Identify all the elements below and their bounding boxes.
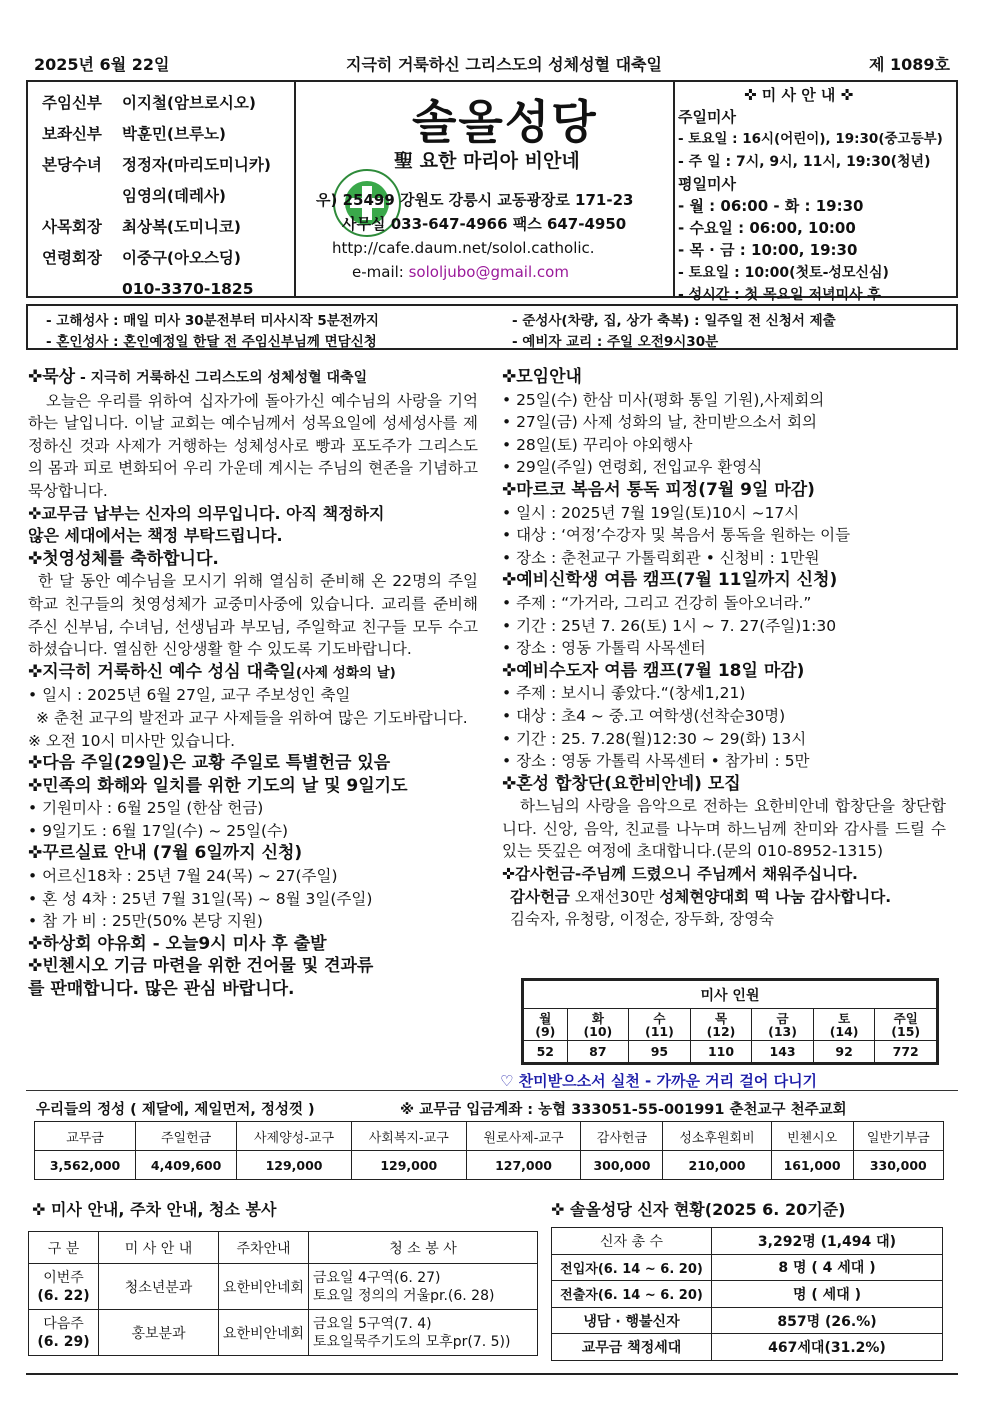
bulletin-date: 2025년 6월 22일 bbox=[34, 55, 170, 74]
meeting-item: • 28일(토) 꾸리아 야외행사 bbox=[502, 435, 693, 454]
mark-retreat-item: • 장소 : 춘천교구 가톨릭회관 • 신청비 : 1만원 bbox=[502, 548, 820, 567]
meeting-item: • 25일(수) 한삼 미사(평화 통일 기원),사제회의 bbox=[502, 390, 825, 409]
mass-line: - 토요일 : 10:00(첫토-성모신심) bbox=[678, 264, 889, 281]
thanks-names: 김숙자, 유청랑, 이정순, 장두화, 장영숙 bbox=[510, 910, 775, 929]
staff-role: 본당수녀 bbox=[42, 156, 102, 174]
offering-header: 원로사제-교구 bbox=[466, 1122, 581, 1151]
offering-value: 4,409,600 bbox=[136, 1151, 237, 1180]
offering-table bbox=[34, 1121, 944, 1180]
mass-attendance-table bbox=[521, 978, 939, 1065]
meditation-title: ✜묵상 bbox=[28, 367, 76, 387]
church-website[interactable]: http://cafe.daum.net/solol.catholic. bbox=[332, 239, 595, 257]
stats-value: 857명 (26.%) bbox=[712, 1307, 943, 1334]
church-subtitle: 聖 요한 마리아 비안네 bbox=[394, 150, 580, 172]
attendance-day: 주일 (15) bbox=[875, 1009, 937, 1041]
service-parking: 요한비안네회 bbox=[219, 1310, 309, 1356]
offering-value: 300,000 bbox=[581, 1151, 663, 1180]
cursillo-item: • 어르신18차 : 25년 7월 24(목) ~ 27(주일) bbox=[28, 867, 338, 886]
staff-row bbox=[42, 243, 271, 274]
mass-line: - 수요일 : 06:00, 10:00 bbox=[678, 219, 856, 238]
blessing-notice: - 준성사(차량, 집, 상가 축복) : 일주일 전 신청서 제출 bbox=[512, 313, 836, 329]
stats-value: 명 ( 세대 ) bbox=[712, 1281, 943, 1308]
offering-value: 127,000 bbox=[466, 1151, 581, 1180]
divider bbox=[26, 1090, 958, 1091]
attendance-day: 수 (11) bbox=[629, 1009, 691, 1041]
attendance-value: 87 bbox=[567, 1041, 629, 1063]
church-phone: 사무실 033-647-4966 팩스 647-4950 bbox=[342, 215, 627, 233]
stats-label: 냉담 · 행불신자 bbox=[552, 1307, 712, 1334]
service-header: 주차안내 bbox=[219, 1232, 309, 1264]
choir-heading: ✜혼성 합창단(요한비안네) 모집 bbox=[502, 773, 741, 794]
email-label: e-mail: bbox=[352, 263, 409, 281]
staff-row bbox=[42, 88, 271, 119]
vincent-notice-cont: 를 판매합니다. 많은 관심 바랍니다. bbox=[28, 979, 295, 1000]
cursillo-item: • 참 가 비 : 25만(50% 본당 지원) bbox=[28, 912, 263, 931]
offering-header: 사회복지-교구 bbox=[351, 1122, 466, 1151]
sacred-heart-sub: (사제 성화의 날) bbox=[295, 664, 396, 681]
choir-body: 하느님의 사랑을 음악으로 전하는 요한비안네 합창단을 창단합니다. 신앙, 음악, 친교를 나누며 하느님께 찬미와 감사를 드릴 수 있는 뜻깊은 여정에 초대합니다.(문의 010-8952-1315) bbox=[502, 797, 946, 861]
meditation-subtitle: - 지극히 거룩하신 그리스도의 성체성혈 대축일 bbox=[75, 370, 368, 386]
offering-value: 210,000 bbox=[663, 1151, 771, 1180]
dues-notice: ✜교무금 납부는 신자의 의무입니다. 아직 책정하지 bbox=[28, 503, 385, 523]
staff-name: 이지철(암브로시오) bbox=[122, 94, 256, 112]
meeting-heading: ✜모임안내 bbox=[502, 367, 582, 387]
staff-list bbox=[42, 88, 271, 305]
nun-camp-item: • 장소 : 영동 가톨릭 사목센터 • 참가비 : 5만 bbox=[502, 752, 810, 771]
cursillo-item: • 혼 성 4차 : 25년 7월 31일(목) ~ 8월 3일(주일) bbox=[28, 889, 373, 908]
divider bbox=[26, 1373, 958, 1375]
staff-name: 정정자(마리도미니카) bbox=[122, 156, 271, 174]
service-mass: 홍보분과 bbox=[99, 1310, 219, 1356]
attendance-value: 92 bbox=[813, 1041, 875, 1063]
staff-name: 010-3370-1825 bbox=[122, 280, 254, 298]
offering-header: 빈첸시오 bbox=[771, 1122, 853, 1151]
parish-stats-table bbox=[551, 1227, 943, 1361]
peace-prayer-heading: ✜민족의 화해와 일치를 위한 기도의 날 및 9일기도 bbox=[28, 775, 408, 796]
mass-line: - 월 : 06:00 - 화 : 19:30 bbox=[678, 197, 864, 216]
issue-number: 제 1089호 bbox=[868, 55, 950, 74]
laudato-si-practice: ♡ 찬미받으소서 실천 - 가까운 거리 걸어 다니기 bbox=[500, 1072, 818, 1090]
dues-notice-cont: 않은 세대에서는 책정 부탁드립니다. bbox=[28, 526, 283, 546]
attendance-day: 금 (13) bbox=[752, 1009, 814, 1041]
sacred-heart-date: • 일시 : 2025년 6월 27일, 교구 주보성인 축일 bbox=[28, 686, 351, 705]
staff-name: 이중구(아오스딩) bbox=[122, 249, 241, 267]
mass-guide bbox=[678, 84, 943, 306]
picnic-notice: ✜하상회 야유회 - 오늘9시 미사 후 출발 bbox=[28, 933, 327, 954]
staff-name: 최상복(도미니코) bbox=[122, 218, 241, 236]
next-sunday-notice: ✜다음 주일(29일)은 교황 주일로 특별헌금 있음 bbox=[28, 753, 391, 774]
offering-value: 129,000 bbox=[351, 1151, 466, 1180]
staff-row bbox=[42, 150, 271, 181]
service-week: 다음주 (6. 29) bbox=[29, 1310, 99, 1356]
staff-role: 보좌신부 bbox=[42, 125, 102, 143]
sacred-heart-note2: ※ 오전 10시 미사만 있습니다. bbox=[28, 731, 236, 750]
left-column bbox=[28, 366, 478, 1001]
wedding-notice: - 혼인성사 : 혼인예정일 한달 전 주임신부님께 면담신청 bbox=[46, 334, 377, 350]
offering-value: 330,000 bbox=[853, 1151, 943, 1180]
nun-camp-item: • 대상 : 초4 ~ 중.고 여학생(선착순30명) bbox=[502, 706, 786, 725]
mass-line: - 성시간 : 첫 목요일 저녁미사 후 bbox=[678, 286, 881, 303]
stats-value: 467세대(31.2%) bbox=[712, 1334, 943, 1361]
right-column bbox=[502, 366, 946, 931]
attendance-value: 772 bbox=[875, 1041, 937, 1063]
staff-row bbox=[42, 181, 271, 212]
nun-camp-item: • 주제 : 보시니 좋았다.“(창세1,21) bbox=[502, 684, 746, 703]
sacred-heart-note: ※ 춘천 교구의 발전과 교구 사제들을 위하여 많은 기도바랍니다. bbox=[36, 708, 468, 727]
offering-header: 일반기부금 bbox=[853, 1122, 943, 1151]
service-cleaning: 금요일 4구역(6. 27) 토요일 정의의 거울pr.(6. 28) bbox=[309, 1264, 538, 1310]
offering-header: 주일헌금 bbox=[136, 1122, 237, 1151]
service-title: ✜ 미사 안내, 주차 안내, 청소 봉사 bbox=[32, 1200, 277, 1219]
stats-label: 신자 총 수 bbox=[552, 1228, 712, 1255]
stats-value: 3,292명 (1,494 대) bbox=[712, 1228, 943, 1255]
offering-header: 교무금 bbox=[35, 1122, 136, 1151]
attendance-day: 월 (9) bbox=[524, 1009, 568, 1041]
meditation-body: 오늘은 우리를 위하여 십자가에 돌아가신 예수님의 사랑을 기억하는 날입니다. 이날 교회는 예수님께서 성목요일에 성세성사를 제정하신 것과 사제가 거행하는 성체성사로 빵과 포도주가 그리스도의 몸과 피로 변화되어 우리 가운데 계시는 주님의 현존을 기념하고 묵상합니다. bbox=[28, 391, 478, 500]
seminary-camp-item: • 장소 : 영동 가톨릭 사목센터 bbox=[502, 639, 706, 658]
staff-row bbox=[42, 274, 271, 305]
staff-name: 임영의(데레사) bbox=[122, 187, 227, 205]
peace-prayer-item: • 9일기도 : 6월 17일(수) ~ 25일(수) bbox=[28, 821, 289, 840]
seminary-camp-item: • 주제 : “가거라, 그리고 건강히 돌아오너라.” bbox=[502, 593, 812, 612]
vincent-notice: ✜빈첸시오 기금 마련을 위한 건어물 및 견과류 bbox=[28, 956, 374, 977]
communion-heading: ✜첫영성체를 축하합니다. bbox=[28, 548, 219, 569]
attendance-value: 52 bbox=[524, 1041, 568, 1063]
attendance-value: 143 bbox=[752, 1041, 814, 1063]
stats-title: ✜ 솔올성당 신자 현황(2025 6. 20기준) bbox=[551, 1200, 846, 1219]
communion-body: 한 달 동안 예수님을 모시기 위해 열심히 준비해 온 22명의 주일학교 친구들의 첫영성체가 교중미사중에 있습니다. 교리를 준비해 주신 신부님, 수녀님, 선생님과 부모님, 주일학교 친구들 모두 수고하셨습니다. 열심한 신앙생활 할 수 있도록 기도바랍니다. bbox=[28, 572, 478, 659]
service-header: 구 분 bbox=[29, 1232, 99, 1264]
mass-line: 평일미사 bbox=[678, 174, 736, 193]
sacred-heart-heading: ✜지극히 거룩하신 예수 성심 대축일 bbox=[28, 661, 296, 682]
attendance-day: 화 (10) bbox=[567, 1009, 629, 1041]
offering-value: 3,562,000 bbox=[35, 1151, 136, 1180]
divider bbox=[294, 82, 296, 296]
offering-title: 우리들의 정성 ( 제달에, 제일먼저, 정성껏 ) bbox=[36, 1102, 315, 1118]
service-table bbox=[28, 1231, 538, 1356]
nun-camp-heading: ✜예비수도자 여름 캠프(7월 18일 마감) bbox=[502, 660, 805, 681]
stats-label: 교무금 책정세대 bbox=[552, 1334, 712, 1361]
mass-line: - 토요일 : 16시(어린이), 19:30(중고등부) bbox=[678, 131, 943, 148]
mass-line: - 주 일 : 7시, 9시, 11시, 19:30(청년) bbox=[678, 153, 931, 170]
peace-prayer-item: • 기원미사 : 6월 25일 (한삼 헌금) bbox=[28, 799, 264, 818]
thanks-heading: ✜감사헌금-주님께 드렸으니 주님께서 채워주십니다. bbox=[502, 865, 858, 884]
stats-label: 전출자(6. 14 ~ 6. 20) bbox=[552, 1281, 712, 1308]
offering-header: 사제양성-교구 bbox=[237, 1122, 352, 1151]
staff-row bbox=[42, 119, 271, 150]
offering-header: 감사헌금 bbox=[581, 1122, 663, 1151]
church-name: 솔올성당 bbox=[412, 95, 598, 149]
offering-account: ※ 교무금 입금계좌 : 농협 333051-55-001991 춘천교구 천주교회 bbox=[400, 1102, 847, 1118]
catechism-notice: - 예비자 교리 : 주일 오전9시30분 bbox=[512, 334, 719, 350]
mark-retreat-item: • 대상 : ‘여정’수강자 및 복음서 통독을 원하는 이들 bbox=[502, 526, 851, 545]
staff-row bbox=[42, 212, 271, 243]
divider bbox=[673, 82, 675, 296]
thanks-label: 감사헌금 bbox=[510, 887, 570, 906]
church-address: 우) 25499 강원도 강릉시 교동광장로 171-23 bbox=[316, 191, 634, 209]
meeting-item: • 29일(주일) 연령회, 전입교우 환영식 bbox=[502, 458, 763, 477]
attendance-day: 목 (12) bbox=[690, 1009, 752, 1041]
mass-line: - 목 · 금 : 10:00, 19:30 bbox=[678, 241, 858, 260]
staff-role: 연령회장 bbox=[42, 249, 102, 267]
church-email[interactable]: sololjubo@gmail.com bbox=[408, 263, 569, 281]
seminary-camp-heading: ✜예비신학생 여름 캠프(7월 11일까지 신청) bbox=[502, 570, 838, 591]
meditation-heading bbox=[28, 366, 478, 390]
cursillo-heading: ✜꾸르실료 안내 (7월 6일까지 신청) bbox=[28, 843, 303, 864]
mass-guide-title: ✜ 미 사 안 내 ✜ bbox=[744, 86, 854, 104]
service-mass: 청소년분과 bbox=[99, 1264, 219, 1310]
staff-name: 박훈민(브루노) bbox=[122, 125, 227, 143]
confession-notice: - 고해성사 : 매일 미사 30분전부터 미사시작 5분전까지 bbox=[46, 313, 379, 329]
mark-retreat-item: • 일시 : 2025년 7월 19일(토)10시 ~17시 bbox=[502, 503, 800, 522]
offering-value: 161,000 bbox=[771, 1151, 853, 1180]
nun-camp-item: • 기간 : 25. 7.28(월)12:30 ~ 29(화) 13시 bbox=[502, 729, 807, 748]
attendance-value: 110 bbox=[690, 1041, 752, 1063]
offering-header: 성소후원회비 bbox=[663, 1122, 771, 1151]
seminary-camp-item: • 기간 : 25년 7. 26(토) 1시 ~ 7. 27(주일)1:30 bbox=[502, 616, 837, 635]
feast-title: 지극히 거룩하신 그리스도의 성체성혈 대축일 bbox=[346, 55, 662, 74]
thanks-donor: 오재선30만 bbox=[569, 887, 660, 906]
service-cleaning: 금요일 5구역(7. 4) 토요일묵주기도의 모후pr(7. 5)) bbox=[309, 1310, 538, 1356]
staff-role: 주임신부 bbox=[42, 94, 102, 112]
service-header: 청 소 봉 사 bbox=[309, 1232, 538, 1264]
service-header: 미 사 안 내 bbox=[99, 1232, 219, 1264]
service-parking: 요한비안네회 bbox=[219, 1264, 309, 1310]
stats-label: 전입자(6. 14 ~ 6. 20) bbox=[552, 1254, 712, 1281]
church-address-block bbox=[316, 188, 633, 284]
staff-role: 사목회장 bbox=[42, 218, 102, 236]
mass-line: 주일미사 bbox=[678, 108, 736, 127]
stats-value: 8 명 ( 4 세대 ) bbox=[712, 1254, 943, 1281]
thanks-event: 성체현양대회 떡 나눔 감사합니다. bbox=[659, 887, 892, 906]
sacrament-notice-box bbox=[26, 304, 958, 350]
meeting-item: • 27일(금) 사제 성화의 날, 찬미받으소서 회의 bbox=[502, 413, 818, 432]
mark-retreat-heading: ✜마르코 복음서 통독 피정(7월 9일 마감) bbox=[502, 479, 815, 500]
header-box bbox=[26, 80, 958, 303]
attendance-title: 미사 인원 bbox=[524, 981, 937, 1009]
service-week: 이번주 (6. 22) bbox=[29, 1264, 99, 1310]
offering-value: 129,000 bbox=[237, 1151, 352, 1180]
attendance-day: 토 (14) bbox=[813, 1009, 875, 1041]
attendance-value: 95 bbox=[629, 1041, 691, 1063]
